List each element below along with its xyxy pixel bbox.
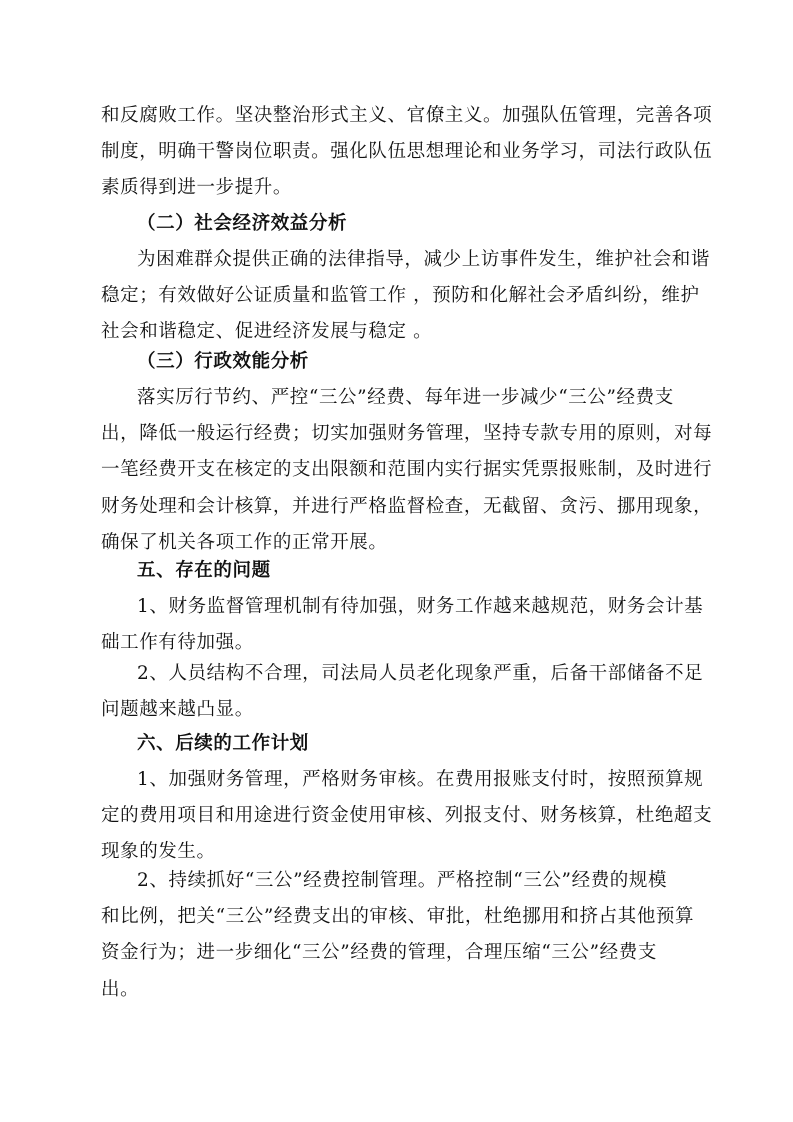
text-line: 一笔经费开支在核定的支出限额和范围内实行据实凭票报账制，及时进行 — [101, 459, 713, 481]
section-heading: （二）社会经济效益分析 — [137, 213, 348, 234]
text-line: 制度，明确干警岗位职责。强化队伍思想理论和业务学习，司法行政队伍 — [101, 141, 713, 163]
text-line: 稳定；有效做好公证质量和监管工作 ，预防和化解社会矛盾纠纷，维护 — [101, 285, 700, 307]
heading-admin-efficiency — [137, 344, 757, 380]
section-heading: 六、后续的工作计划 — [137, 733, 309, 754]
paragraph-problem-2 — [101, 656, 721, 728]
section-heading: （三）行政效能分析 — [137, 351, 309, 372]
paragraph-plan-2 — [101, 863, 721, 1008]
text-line: 为困难群众提供正确的法律指导，减少上访事件发生，维护社会和谐 — [137, 249, 711, 270]
text-line: 问题越来越凸显。 — [101, 699, 254, 721]
text-line: 出。 — [101, 978, 140, 1000]
text-line: 落实厉行节约、严控“三公”经费、每年进一步减少“三公”经费支 — [137, 387, 674, 408]
text-line: 出，降低一般运行经费；切实加强财务管理，坚持专款专用的原则，对每 — [101, 423, 713, 445]
text-line: 1、加强财务管理，严格财务审核。在费用报账支付时，按照预算规 — [137, 769, 704, 790]
text-line: 现象的发生。 — [101, 841, 216, 863]
text-line: 社会和谐稳定、促进经济发展与稳定 。 — [101, 321, 433, 343]
text-line: 2、人员结构不合理，司法局人员老化现象严重，后备干部储备不足 — [137, 663, 704, 684]
text-line: 资金行为；进一步细化“三公”经费的管理，合理压缩“三公”经费支 — [101, 942, 657, 964]
paragraph-plan-1 — [101, 762, 721, 871]
text-line: 2、持续抓好“三公”经费控制管理。严格控制“三公”经费的规模 — [137, 870, 668, 891]
text-line: 础工作有待加强。 — [101, 632, 254, 654]
heading-existing-problems — [137, 553, 757, 589]
text-line: 确保了机关各项工作的正常开展。 — [101, 531, 388, 553]
text-line: 和反腐败工作。坚决整治形式主义、官僚主义。加强队伍管理，完善各项 — [101, 105, 713, 126]
text-line: 素质得到进一步提升。 — [101, 177, 293, 199]
text-line: 和比例，把关“三公”经费支出的审核、审批，杜绝挪用和挤占其他预算 — [101, 906, 695, 928]
text-line: 1、财务监督管理机制有待加强，财务工作越来越规范，财务会计基 — [137, 596, 704, 617]
paragraph-problem-1 — [101, 589, 721, 661]
text-line: 定的费用项目和用途进行资金使用审核、列报支付、财务核算，杜绝超支 — [101, 805, 713, 827]
heading-social-benefit — [137, 206, 757, 242]
section-heading: 五、存在的问题 — [137, 560, 271, 581]
text-line: 财务处理和会计核算，并进行严格监督检查，无截留、贪污、挪用现象， — [101, 495, 713, 517]
paragraph-social-benefit — [101, 242, 721, 351]
paragraph-admin-efficiency — [101, 380, 721, 561]
heading-follow-up-plan — [137, 726, 757, 762]
paragraph-team-building — [101, 98, 721, 207]
